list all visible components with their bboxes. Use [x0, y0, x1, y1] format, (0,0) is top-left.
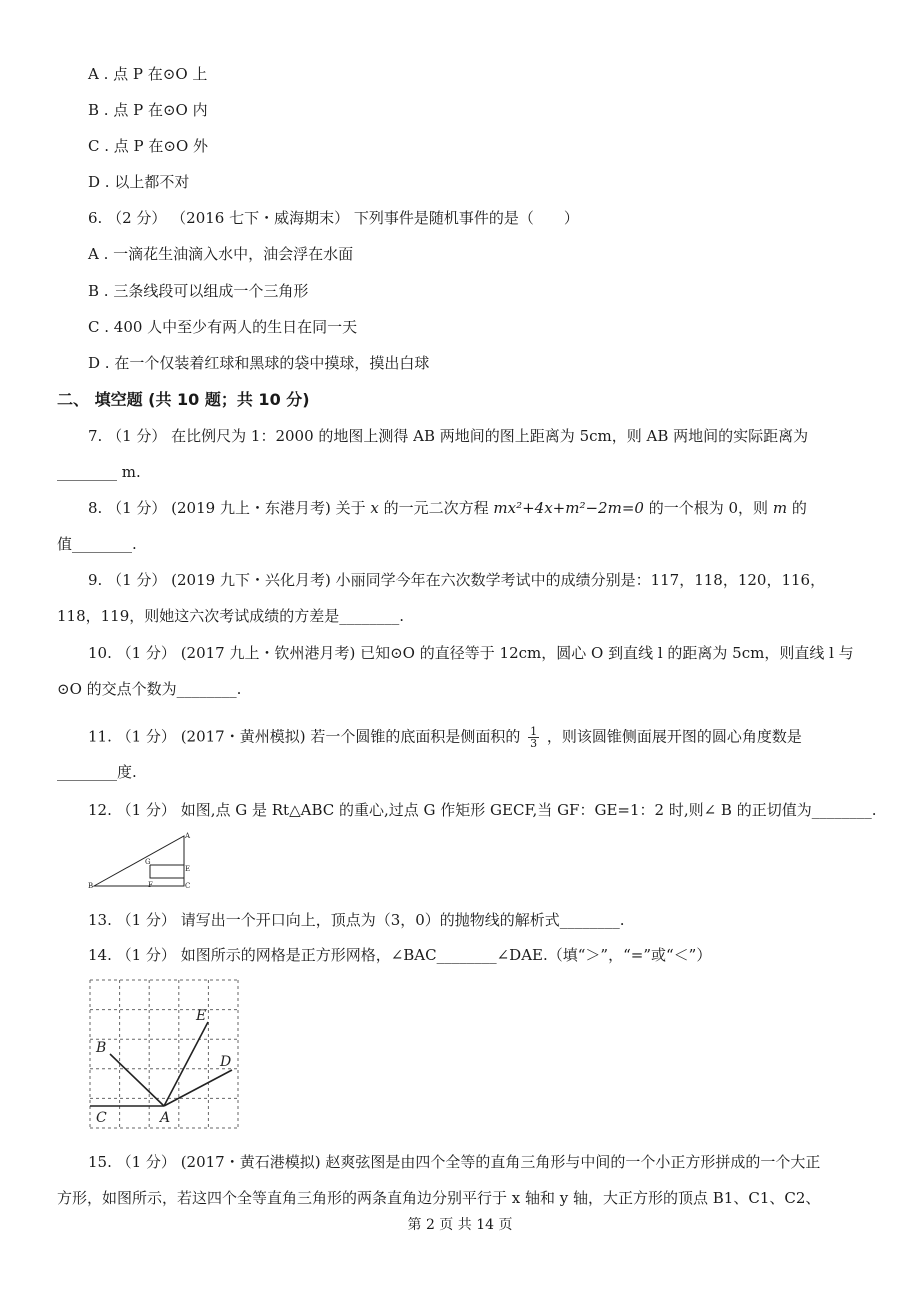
q14-label-c: C [96, 1110, 107, 1126]
q12-label-c: C [185, 882, 191, 890]
q8-end: 的 [791, 499, 807, 517]
q12-label-a: A [185, 832, 191, 840]
q11-fraction [528, 726, 539, 749]
q6-option-c: C . 400 人中至少有两人的生日在同一天 [88, 318, 358, 336]
q8-post: 的一个根为 0，则 [648, 499, 769, 517]
q5-option-b: B . 点 P 在⊙O 内 [88, 101, 208, 119]
q10-line1: 10. （1 分） (2017 九上・钦州港月考) 已知⊙O 的直径等于 12cm，圆心 O 到直线 l 的距离为 5cm，则直线 l 与 [88, 644, 854, 662]
q6-stem: 6. （2 分） （2016 七下・威海期末） 下列事件是随机事件的是（ ） [88, 209, 579, 227]
q5-option-a: A . 点 P 在⊙O 上 [88, 65, 208, 83]
q8-prefix: 8. （1 分） (2019 九上・东港月考) 关于 [88, 499, 366, 517]
q14-ray-ab [110, 1054, 164, 1106]
q14-label-d: D [220, 1054, 232, 1070]
q15-line2: 方形，如图所示，若这四个全等直角三角形的两条直角边分别平行于 x 轴和 y 轴，大正方形的顶点 B1、C1、C2、 [57, 1189, 821, 1207]
q12-label-f: F [148, 881, 153, 889]
q11-post: ，则该圆锥侧面展开图的圆心角度数是 [546, 727, 802, 746]
page-footer: 第 2 页 共 14 页 [407, 1217, 513, 1233]
q8-equation: mx²+4x+m²−2m=0 [493, 499, 644, 517]
q14-ray-ae [164, 1022, 208, 1106]
q12-triangle-figure [86, 828, 198, 892]
q12-rectangle-inner [150, 865, 184, 878]
q7-line2: ________ m. [57, 463, 141, 481]
q15-line1: 15. （1 分） (2017・黄石港模拟) 赵爽弦图是由四个全等的直角三角形与中间的一个小正方形拼成的一个大正 [88, 1153, 821, 1171]
q12-label-b: B [88, 882, 94, 890]
q12-line1: 12. （1 分） 如图,点 G 是 Rt△ABC 的重心,过点 G 作矩形 GECF,当 GF：GE=1：2 时,则∠ B 的正切值为________. [88, 801, 877, 819]
q12-label-g: G [145, 858, 151, 866]
q8-line2: 值________. [57, 535, 137, 553]
q5-option-d: D . 以上都不对 [88, 173, 190, 191]
q11-frac-num: 1 [530, 725, 538, 738]
q14-label-e: E [196, 1008, 207, 1024]
q9-line2: 118，119，则她这六次考试成绩的方差是________. [57, 607, 405, 625]
q14-label-b: B [96, 1040, 107, 1056]
q11-line1 [88, 726, 802, 749]
q8-var-m: m [772, 499, 788, 517]
q6-option-a: A . 一滴花生油滴入水中，油会浮在水面 [88, 245, 354, 263]
q11-line2: ________度. [57, 763, 137, 781]
q7-line1: 7. （1 分） 在比例尺为 1：2000 的地图上测得 AB 两地间的图上距离为 5cm，则 AB 两地间的实际距离为 [88, 427, 809, 445]
q9-line1: 9. （1 分） (2019 九下・兴化月考) 小丽同学今年在六次数学考试中的成绩分别是：117，118，120，116， [88, 571, 826, 589]
q14-label-a: A [160, 1110, 171, 1126]
q10-line2: ⊙O 的交点个数为________. [57, 680, 242, 698]
q11-prefix: 11. （1 分） (2017・黄州模拟) 若一个圆锥的底面积是侧面积的 [88, 727, 521, 746]
q8-line1 [88, 498, 807, 518]
section-2-title: 二、 填空题 (共 10 题；共 10 分) [57, 390, 310, 409]
q14-grid-figure [86, 976, 242, 1132]
q8-mid: 的一元二次方程 [383, 499, 489, 517]
q12-label-e: E [185, 865, 191, 873]
q6-option-d: D . 在一个仅装着红球和黑球的袋中摸球，摸出白球 [88, 354, 430, 372]
q14-line1: 14. （1 分） 如图所示的网格是正方形网格，∠BAC________∠DAE.（填“＞”，“=”或“＜”） [88, 946, 712, 964]
q13-line1: 13. （1 分） 请写出一个开口向上，顶点为（3，0）的抛物线的解析式________. [88, 911, 625, 929]
q11-frac-den: 3 [530, 737, 538, 750]
q6-option-b: B . 三条线段可以组成一个三角形 [88, 282, 309, 300]
q8-var-x: x [370, 499, 379, 517]
q5-option-c: C . 点 P 在⊙O 外 [88, 137, 209, 155]
